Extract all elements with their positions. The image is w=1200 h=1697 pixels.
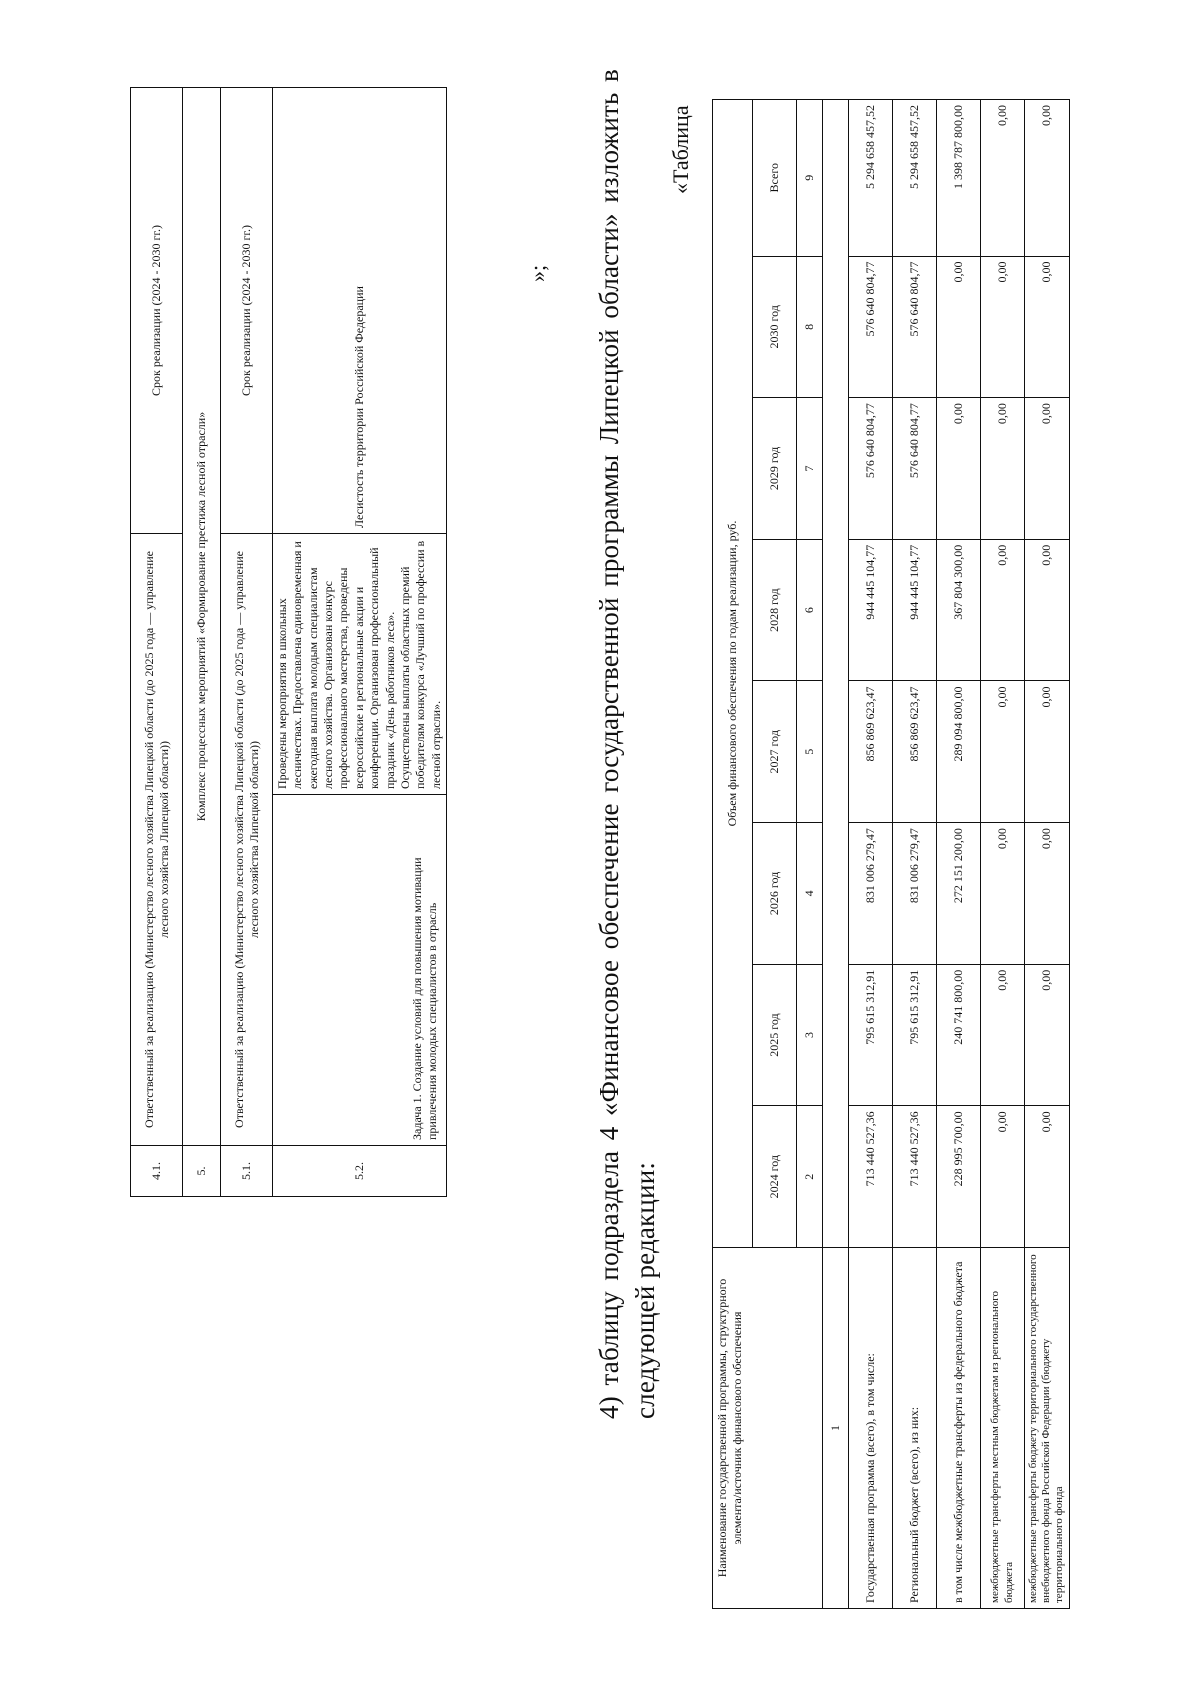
- value-cell: 289 094 800,00: [937, 681, 981, 823]
- year-header: 2027 год: [753, 681, 797, 823]
- value-cell: 0,00: [981, 398, 1025, 540]
- value-cell: 1 398 787 800,00: [937, 100, 981, 257]
- value-cell: 5 294 658 457,52: [893, 100, 937, 257]
- value-cell: 0,00: [1025, 539, 1070, 681]
- value-cell: 0,00: [1025, 823, 1070, 965]
- column-number: 2: [797, 1106, 823, 1248]
- value-cell: 713 440 527,36: [893, 1106, 937, 1248]
- column-number: 5: [797, 681, 823, 823]
- value-cell: 795 615 312,91: [849, 964, 893, 1106]
- column-number: 1: [823, 1248, 849, 1609]
- table-row: [131, 88, 183, 1197]
- responsible-cell: Ответственный за реализацию (Министерство лесного хозяйства Липецкой области (до 2025 года — управление лесного хозяйства Липецкой области)): [221, 534, 273, 1146]
- value-cell: 0,00: [1025, 964, 1070, 1106]
- value-cell: 944 445 104,77: [893, 539, 937, 681]
- table-label: «Таблица: [668, 105, 693, 194]
- value-cell: 831 006 279,47: [893, 823, 937, 965]
- value-cell: 0,00: [1025, 1106, 1070, 1248]
- value-cell: 228 995 700,00: [937, 1106, 981, 1248]
- task-cell: Задача 1. Создание условий для повышения мотивации привлечения молодых специалистов в отрасль: [273, 795, 447, 1146]
- row-number: 5.: [183, 1146, 221, 1197]
- column-number: 7: [797, 398, 823, 540]
- table-row: [893, 100, 937, 1609]
- value-cell: 0,00: [981, 539, 1025, 681]
- year-header: 2024 год: [753, 1106, 797, 1248]
- value-cell: 272 151 200,00: [937, 823, 981, 965]
- value-cell: 0,00: [1025, 398, 1070, 540]
- row-name: межбюджетные трансферты местным бюджетам из регионального бюджета: [981, 1248, 1025, 1609]
- column-number: 9: [797, 100, 823, 257]
- table-row: [1025, 100, 1070, 1609]
- column-number: 8: [797, 256, 823, 398]
- group-header: Объем финансового обеспечения по годам реализации, руб.: [713, 100, 753, 1248]
- value-cell: 0,00: [937, 398, 981, 540]
- value-cell: 5 294 658 457,52: [849, 100, 893, 257]
- value-cell: 240 741 800,00: [937, 964, 981, 1106]
- value-cell: 0,00: [981, 256, 1025, 398]
- value-cell: 0,00: [981, 681, 1025, 823]
- section-heading: 4) таблицу подраздела 4 «Финансовое обеспечение государственной программы Липецкой области» изложить в следующей редакции:: [594, 69, 660, 1419]
- term-cell: Срок реализации (2024 - 2030 гг.): [221, 88, 273, 534]
- table-row: [981, 100, 1025, 1609]
- row-name: Региональный бюджет (всего), из них:: [893, 1248, 937, 1609]
- value-cell: 713 440 527,36: [849, 1106, 893, 1248]
- row-number: 4.1.: [131, 1146, 183, 1197]
- result-cell: Проведены мероприятия в школьных лесничествах. Предоставлена единовременная и ежегодная выплата молодым специалистам лесного хозяйства. Организован конкурс профессионального мастерства, проведены всероссийские и региональные акции и конференции. Организован профессиональный праздник «День работников леса». Осуществлены выплаты областных премий победителям конкурса «Лучший по профессии в лесной отрасли».: [273, 534, 447, 795]
- total-header: Всего: [753, 100, 797, 257]
- complex-title-cell: Комплекс процессных мероприятий «Формирование престижа лесной отрасли»: [183, 88, 221, 1146]
- closing-mark: »;: [525, 264, 550, 282]
- value-cell: 367 804 300,00: [937, 539, 981, 681]
- value-cell: 576 640 804,77: [893, 256, 937, 398]
- term-cell: Срок реализации (2024 - 2030 гг.): [131, 88, 183, 534]
- table-row: [183, 88, 221, 1197]
- value-cell: 576 640 804,77: [893, 398, 937, 540]
- value-cell: 856 869 623,47: [849, 681, 893, 823]
- row-name: Государственная программа (всего), в том числе:: [849, 1248, 893, 1609]
- value-cell: 831 006 279,47: [849, 823, 893, 965]
- value-cell: 576 640 804,77: [849, 398, 893, 540]
- row-name: в том числе межбюджетные трансферты из федерального бюджета: [937, 1248, 981, 1609]
- year-header: 2025 год: [753, 964, 797, 1106]
- value-cell: 0,00: [981, 823, 1025, 965]
- column-one-number-row: [823, 100, 849, 1609]
- year-header: 2026 год: [753, 823, 797, 965]
- indicator-link-cell: Лесистость территории Российской Федерации: [273, 88, 447, 534]
- value-cell: 576 640 804,77: [849, 256, 893, 398]
- column-number: 6: [797, 539, 823, 681]
- name-header: Наименование государственной программы, структурного элемента/источник финансового обеспечения: [713, 1248, 823, 1609]
- table-row: [937, 100, 981, 1609]
- column-number: 3: [797, 964, 823, 1106]
- activities-table: [130, 87, 447, 1197]
- value-cell: 0,00: [981, 964, 1025, 1106]
- row-number: 5.1.: [221, 1146, 273, 1197]
- value-cell: 0,00: [981, 100, 1025, 257]
- table-row: [849, 100, 893, 1609]
- year-header: 2030 год: [753, 256, 797, 398]
- column-number: 4: [797, 823, 823, 965]
- value-cell: 0,00: [981, 1106, 1025, 1248]
- column-number-spacer: [823, 100, 849, 1248]
- value-cell: 0,00: [1025, 681, 1070, 823]
- table-row: [221, 88, 273, 1197]
- value-cell: 0,00: [937, 256, 981, 398]
- row-number: 5.2.: [273, 1146, 447, 1197]
- year-header: 2029 год: [753, 398, 797, 540]
- value-cell: 944 445 104,77: [849, 539, 893, 681]
- responsible-cell: Ответственный за реализацию (Министерство лесного хозяйства Липецкой области (до 2025 года — управление лесного хозяйства Липецкой области)): [131, 534, 183, 1146]
- value-cell: 795 615 312,91: [893, 964, 937, 1106]
- value-cell: 856 869 623,47: [893, 681, 937, 823]
- row-name: межбюджетные трансферты бюджету территориального государственного внебюджетного фонда Российской Федерации (бюджету территориального фонда: [1025, 1248, 1070, 1609]
- finance-table: [712, 99, 1070, 1609]
- year-header: 2028 год: [753, 539, 797, 681]
- header-row: [713, 100, 753, 1609]
- value-cell: 0,00: [1025, 256, 1070, 398]
- table-row: [273, 88, 447, 1197]
- value-cell: 0,00: [1025, 100, 1070, 257]
